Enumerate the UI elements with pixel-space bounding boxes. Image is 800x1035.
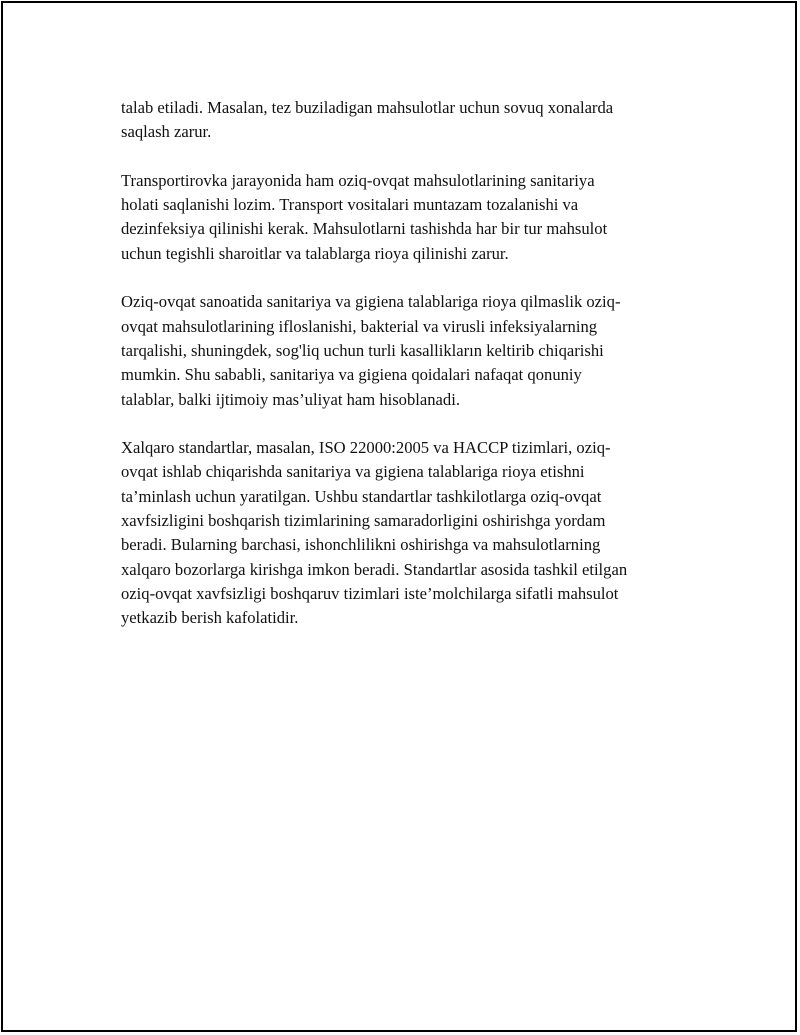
text-line: ta’minlash uchun yaratilgan. Ushbu standartlar tashkilotlarga oziq-ovqat — [121, 486, 602, 506]
paragraph-2 — [121, 169, 681, 266]
text-line: Transportirovka jarayonida ham oziq-ovqat mahsulotlarining sanitariya — [121, 170, 595, 190]
text-line: holati saqlanishi lozim. Transport vositalari muntazam tozalanishi va — [121, 195, 579, 215]
text-line: yetkazib berish kafolatidir. — [121, 608, 299, 628]
text-line: Oziq-ovqat sanoatida sanitariya va gigiena talablariga rioya qilmaslik oziq- — [121, 292, 621, 312]
text-line: mumkin. Shu sababli, sanitariya va gigiena qoidalari nafaqat qonuniy — [121, 365, 582, 385]
text-line: beradi. Bularning barchasi, ishonchlilikni oshirishga va mahsulotlarning — [121, 535, 601, 555]
text-line: oziq-ovqat xavfsizligi boshqaruv tizimlari iste’molchilarga sifatli mahsulot — [121, 583, 619, 603]
text-line: ovqat mahsulotlarining ifloslanishi, bakterial va virusli infeksiyalarning — [121, 316, 598, 336]
text-line: dezinfeksiya qilinishi kerak. Mahsulotlarni tashishda har bir tur mahsulot — [121, 219, 608, 239]
paragraph-3 — [121, 290, 681, 411]
document-body — [121, 96, 681, 655]
text-line: talablar, balki ijtimoiy mas’uliyat ham hisoblanadi. — [121, 389, 460, 409]
text-line: xavfsizligini boshqarish tizimlarining samaradorligini oshirishga yordam — [121, 511, 606, 531]
page-frame — [1, 1, 797, 1032]
paragraph-4 — [121, 436, 681, 630]
paragraph-1 — [121, 96, 681, 145]
text-line: Xalqaro standartlar, masalan, ISO 22000:2005 va HACCP tizimlari, oziq- — [121, 438, 611, 458]
text-line: uchun tegishli sharoitlar va talablarga rioya qilinishi zarur. — [121, 243, 509, 263]
text-line: ovqat ishlab chiqarishda sanitariya va gigiena talablariga rioya etishni — [121, 462, 585, 482]
text-line: saqlash zarur. — [121, 122, 212, 142]
text-line: talab etiladi. Masalan, tez buziladigan mahsulotlar uchun sovuq xonalarda — [121, 98, 614, 117]
text-line: tarqalishi, shuningdek, sog'liq uchun turli kasallikların keltirib chiqarishi — [121, 340, 604, 360]
text-line: xalqaro bozorlarga kirishga imkon beradi. Standartlar asosida tashkil etilgan — [121, 559, 628, 579]
